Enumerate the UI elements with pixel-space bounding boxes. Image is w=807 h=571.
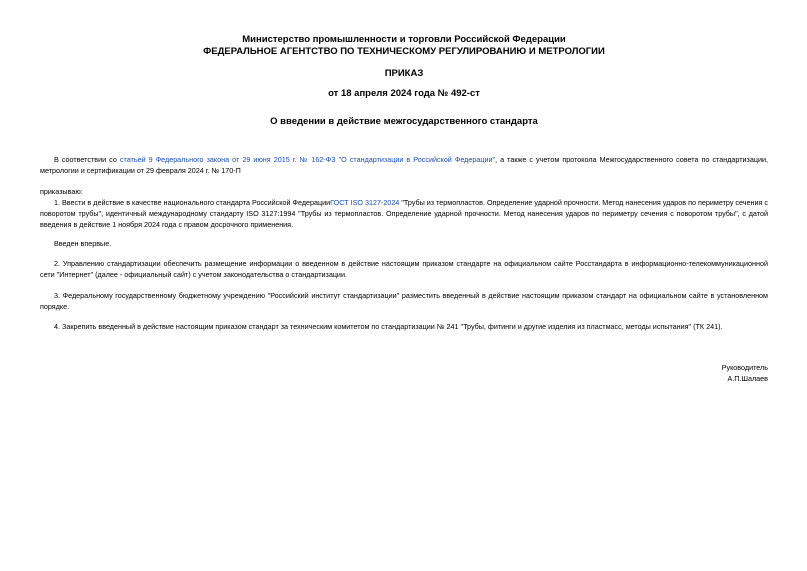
signature-position: Руководитель: [721, 363, 768, 372]
basis-prefix: В соответствии со: [54, 155, 120, 164]
federal-law-link[interactable]: статьей 9 Федерального закона от 29 июня 2015 г. № 162-ФЗ "О стандартизации в Российской Федерации": [119, 155, 496, 164]
item-2-paragraph: 2. Управлению стандартизации обеспечить размещение информации о введенном в действие настоящим приказом стандарте на официальном сайте Росстандарта в информационно-телекоммуникационной сети "Интернет" (далее - официальный сайт) с учетом законодательства о стандартизации.: [40, 259, 768, 279]
item-3-paragraph: 3. Федеральному государственному бюджетному учреждению "Российский институт стандартизации" разместить введенный в действие настоящим приказом стандарт на официальном сайте в установленном порядке.: [40, 291, 768, 311]
item-1-paragraph: [40, 197, 768, 230]
gost-standard-link[interactable]: ГОСТ ISO 3127-2024: [330, 198, 400, 207]
signature-name: А.П.Шалаев: [727, 374, 768, 383]
basis-suffix: , а также с учетом протокола Межгосударственного совета по стандартизации, метрологии и сертификации от 29 февраля 2024 г. № 170-П: [40, 155, 768, 175]
ministry-name: Министерство промышленности и торговли Российской Федерации: [242, 34, 566, 45]
first-introduced-note: Введен впервые.: [54, 239, 112, 248]
order-word: приказываю:: [40, 187, 83, 196]
order-subject: О введении в действие межгосударственного стандарта: [270, 116, 538, 127]
item-4-paragraph: 4. Закрепить введенный в действие настоящим приказом стандарт за техническим комитетом по стандартизации № 241 "Трубы, фитинги и другие изделия из пластмасс, методы испытания" (ТК 241).: [54, 322, 723, 331]
document-page: [40, 0, 768, 571]
item-1-suffix: "Трубы из термопластов. Определение ударной прочности. Метод нанесения ударов по периметру сечения с поворотом трубы", идентичный международному стандарту ISO 3127:1994 "Трубы из термопластов. Определение ударной прочности. Метод нанесения ударов по периметру сечения с поворотом трубы", с датой введения в действие 1 ноября 2024 года с правом досрочного применения.: [40, 198, 769, 229]
order-date: от 18 апреля 2024 года № 492-ст: [328, 88, 480, 99]
agency-name: ФЕДЕРАЛЬНОЕ АГЕНТСТВО ПО ТЕХНИЧЕСКОМУ РЕГУЛИРОВАНИЮ И МЕТРОЛОГИИ: [203, 46, 605, 57]
basis-paragraph: [40, 154, 768, 176]
signature-block: [722, 362, 768, 384]
order-title: ПРИКАЗ: [384, 68, 424, 79]
item-1-prefix: 1. Ввести в действие в качестве национального стандарта Российской Федерации: [54, 198, 331, 207]
